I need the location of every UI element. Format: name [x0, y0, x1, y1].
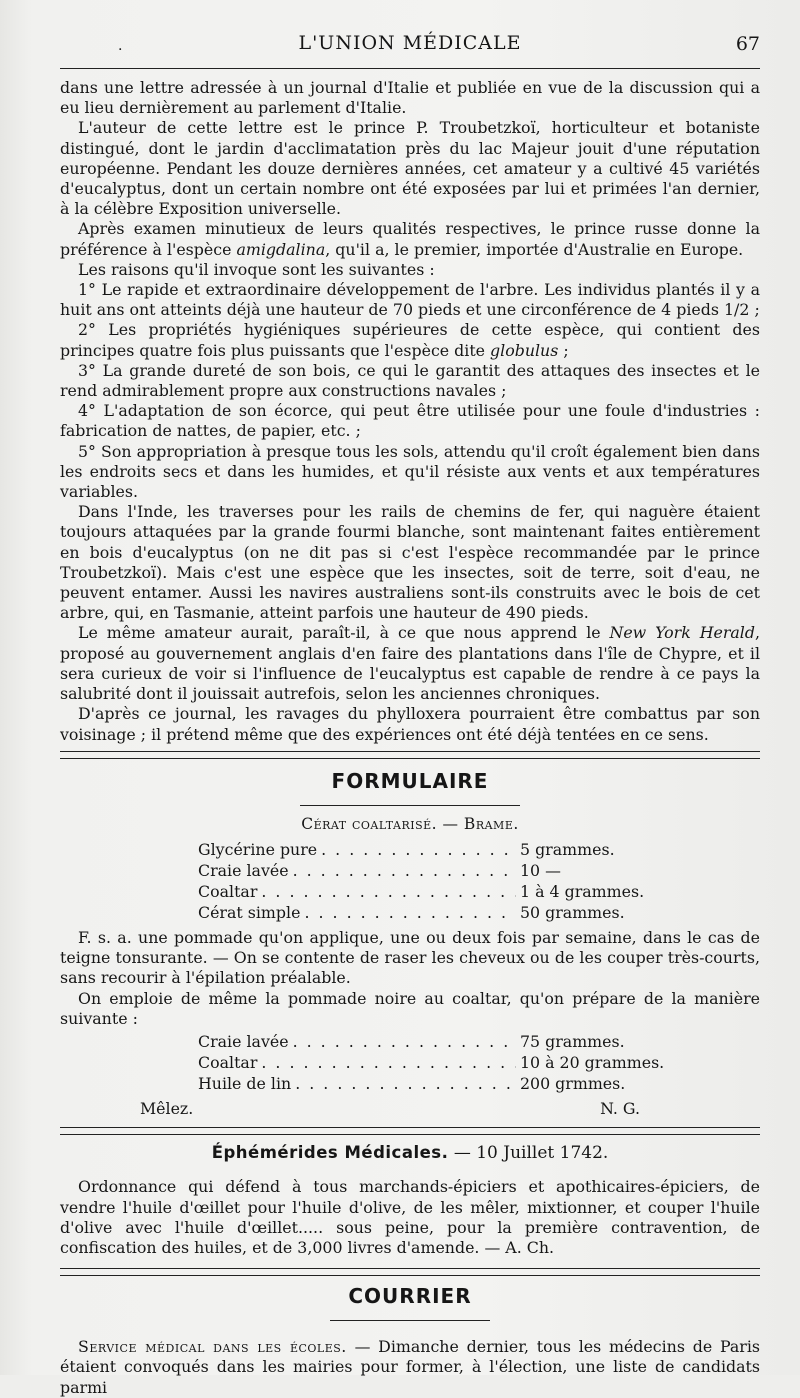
courrier-paragraph [60, 1337, 760, 1398]
recipe-instructions: F. s. a. une pommade qu'on applique, une ou deux fois par semaine, dans le cas de teigne tonsurante. — On se contente de raser les cheveux ou de les couper très-courts, sans recourir à l'épilation préalable. [60, 927, 760, 988]
journal-title: L'UNION MÉDICALE [298, 32, 522, 54]
ingredient-quantity: 75 grammes. [520, 1031, 625, 1051]
ingredient-name: Glycérine pure [198, 839, 318, 859]
ingredient-name: Coaltar [198, 881, 258, 901]
heading-rule [300, 805, 520, 806]
article-paragraph: 3° La grande dureté de son bois, ce qui le garantit des attaques des insectes et le rend admirablement propre aux constructions navales ; [60, 360, 760, 401]
article-paragraph: D'après ce journal, les ravages du phylloxera pourraient être combattus par son voisinage ; il prétend même que des expériences ont été déjà tentées en ce sens. [60, 704, 760, 744]
ingredient-row [198, 903, 638, 924]
ingredient-quantity: 10 à 20 grammes. [520, 1052, 665, 1072]
article-paragraph: 5° Son appropriation à presque tous les sols, attendu qu'il croît également bien dans les endroits secs et dans les humides, et qu'il résiste aux vents et aux températures variables. [60, 441, 760, 502]
article-paragraph: 4° L'adaptation de son écorce, qui peut être utilisée pour une foule d'industries : fabrication de nattes, de papier, etc. ; [60, 401, 760, 441]
courrier-heading: COURRIER [348, 1284, 472, 1309]
ephemerides-section [60, 1143, 760, 1258]
ingredient-name: Huile de lin [198, 1073, 292, 1093]
header-rule [60, 68, 760, 69]
ingredient-list [198, 839, 645, 924]
dot-leader [293, 861, 516, 881]
ingredient-row [198, 881, 645, 903]
mix-instruction: Mêlez. [140, 1098, 194, 1118]
ingredient-quantity: 200 grmmes. [520, 1073, 626, 1093]
ephemerides-date: — 10 Juillet 1742. [453, 1143, 609, 1164]
recipe-signature-line [60, 1099, 760, 1119]
page-number: 67 [735, 33, 760, 55]
courrier-section [60, 1284, 760, 1398]
ingredient-quantity: 10 — [520, 860, 561, 880]
dot-leader [261, 1053, 516, 1073]
running-header [60, 30, 760, 58]
second-recipe-intro: On emploie de même la pommade noire au coaltar, qu'on prépare de la manière suivante : [60, 988, 760, 1028]
article-paragraph: Après examen minutieux de leurs qualités respectives, le prince russe donne la préférence à l'espèce amigdalina, qu'il a, le premier, importée d'Australie en Europe. [60, 219, 760, 259]
section-double-rule [60, 751, 760, 759]
heading-rule [330, 1320, 490, 1321]
ingredient-name: Cérat simple [198, 902, 301, 922]
article-paragraph: L'auteur de cette lettre est le prince P. Troubetzkoï, horticulteur et botaniste distingué, dont le jardin d'acclimatation près du lac Majeur jouit d'une réputation européenne. Pendant les douze dernières années, cet amateur y a cultivé 45 variétés d'eucalyptus, dont un certain nombre ont été exposées par lui et primées l'an dernier, à la célèbre Exposition universelle. [60, 118, 760, 219]
ephemerides-heading [60, 1143, 760, 1163]
ingredient-row [198, 861, 638, 882]
section-double-rule [60, 1127, 760, 1135]
ingredient-name: Coaltar [198, 1052, 258, 1072]
ingredient-row [198, 840, 638, 861]
ingredient-name: Craie lavée [198, 860, 289, 880]
page-content [60, 78, 760, 1398]
article-paragraph: 2° Les propriétés hygiéniques supérieures de cette espèce, qui contient des principes quatre fois plus puissants que l'espèce dite globulus ; [60, 320, 760, 360]
dot-leader [261, 882, 516, 902]
eucalyptus-article [60, 78, 760, 745]
ingredient-row [198, 1032, 638, 1053]
article-paragraph: 1° Le rapide et extraordinaire développement de l'arbre. Les individus plantés il y a huit ans ont atteints déjà une hauteur de 70 pieds et une circonférence de 4 pieds 1/2 ; [60, 280, 760, 320]
ingredient-quantity: 1 à 4 grammes. [520, 881, 645, 901]
author-initials: N. G. [600, 1098, 640, 1118]
ingredient-row [198, 1052, 665, 1074]
section-double-rule [60, 1268, 760, 1276]
formulaire-heading: FORMULAIRE [331, 768, 489, 793]
second-ingredient-list [198, 1031, 665, 1095]
courrier-text: — Dimanche dernier, tous les médecins de Paris étaient convoqués dans les mairies pour former, à l'élection, une liste de candidats parmi [60, 1337, 760, 1397]
article-paragraph: Les raisons qu'il invoque sont les suivantes : [78, 259, 435, 279]
dot-leader [304, 903, 516, 923]
article-paragraph: Le même amateur aurait, paraît-il, à ce que nous apprend le New York Herald, proposé au gouvernement anglais d'en faire des plantations dans l'île de Chypre, et il sera curieux de voir si l'influence de l'eucalyptus est capable de rendre à ce pays la salubrité dont il jouissait autrefois, selon les anciennes chroniques. [60, 623, 760, 704]
article-paragraph: dans une lettre adressée à un journal d'Italie et publiée en vue de la discussion qui a eu lieu dernièrement au parlement d'Italie. [60, 78, 760, 118]
formulaire-section [60, 769, 760, 1119]
recipe-title: Cérat coaltarisé. — Brame. [301, 814, 519, 833]
dot-leader [293, 1032, 516, 1052]
ephemerides-text: Ordonnance qui défend à tous marchands-épiciers et apothicaires-épiciers, de vendre l'huile d'œillet pour l'huile d'olive, de les mêler, mixtionner, et couper l'huile d'olive avec l'huile d'œillet..... sous peine, pour la première contravention, de confiscation des huiles, et de 3,000 livres d'amende. — A. Ch. [60, 1177, 760, 1257]
ingredient-quantity: 5 grammes. [520, 839, 615, 859]
ingredient-row [198, 1074, 638, 1095]
courrier-lead: Service médical dans les écoles. [78, 1337, 347, 1357]
ingredient-quantity: 50 grammes. [520, 902, 625, 922]
ingredient-name: Craie lavée [198, 1031, 289, 1051]
ephemerides-label: Éphémérides Médicales. [211, 1143, 449, 1163]
dot-leader [295, 1074, 516, 1094]
dot-leader [321, 840, 516, 860]
header-ornament: . [118, 38, 123, 54]
article-paragraph: Dans l'Inde, les traverses pour les rails de chemins de fer, qui naguère étaient toujours attaquées par la grande fourmi blanche, sont maintenant faites entièrement en bois d'eucalyptus (on ne dit pas si c'est l'espèce recommandée par le prince Troubetzkoï). Mais c'est une espèce que les insectes, soit de terre, soit d'eau, ne peuvent entamer. Aussi les navires australiens sont-ils construits avec le bois de cet arbre, qui, en Tasmanie, atteint parfois une hauteur de 490 pieds. [60, 502, 760, 623]
